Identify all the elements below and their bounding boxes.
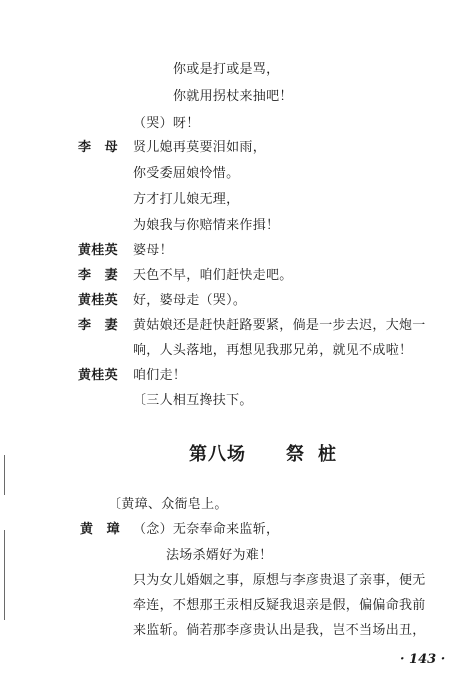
stage-direction: 〔黄璋、众衙皂上。 bbox=[108, 497, 228, 512]
dialogue-line: 响，人头落地，再想见我那兄弟，就见不成啦！ bbox=[133, 343, 413, 358]
verse-line: 你就用拐杖来抽吧！ bbox=[173, 89, 293, 104]
scan-edge-mark bbox=[4, 455, 5, 495]
dialogue-line: 法场杀婿好为难！ bbox=[166, 548, 273, 563]
dialogue-line: 咱们走！ bbox=[133, 368, 187, 383]
stage-direction: （哭）呀！ bbox=[133, 116, 200, 131]
verse-line: 你或是打或是骂， bbox=[173, 62, 280, 77]
dialogue-line: 天色不早，咱们赶快走吧。 bbox=[133, 268, 293, 283]
scene-number: 第八场 bbox=[189, 444, 246, 465]
speaker-name: 黄桂英 bbox=[78, 368, 118, 383]
speaker-name: 李 妻 bbox=[78, 268, 118, 283]
dialogue-line: （念）无奈奉命来监斩， bbox=[133, 522, 280, 537]
dialogue-line: 黄姑娘还是赶快赶路要紧，倘是一步去迟，大炮一 bbox=[133, 318, 426, 333]
dialogue-line: 只为女儿婚姻之事，原想与李彦贵退了亲事，便无 bbox=[133, 573, 426, 588]
dialogue-line: 好，婆母走（哭）。 bbox=[133, 293, 247, 308]
dialogue-line: 婆母！ bbox=[133, 243, 173, 258]
stage-direction: 〔三人相互搀扶下。 bbox=[133, 393, 253, 408]
speaker-name: 黄 璋 bbox=[80, 522, 120, 537]
dialogue-line: 你受委屈娘怜惜。 bbox=[133, 166, 240, 181]
speaker-name: 黄桂英 bbox=[78, 243, 118, 258]
scan-edge-mark bbox=[4, 530, 5, 620]
page-number: · 143 · bbox=[400, 652, 446, 667]
speaker-name: 李 母 bbox=[78, 140, 118, 155]
scene-name: 祭桩 bbox=[286, 444, 350, 465]
speaker-name: 李 妻 bbox=[78, 318, 118, 333]
dialogue-line: 来监斩。倘若那李彦贵认出是我，岂不当场出丑， bbox=[133, 623, 426, 638]
dialogue-line: 方才打儿娘无理， bbox=[133, 192, 240, 207]
dialogue-line: 牵连，不想那王汞相反疑我退亲是假，偏偏命我前 bbox=[133, 598, 426, 613]
speaker-name: 黄桂英 bbox=[78, 293, 118, 308]
dialogue-line: 贤儿媳再莫要泪如雨， bbox=[133, 140, 267, 155]
dialogue-line: 为娘我与你赔情来作揖！ bbox=[133, 218, 280, 233]
